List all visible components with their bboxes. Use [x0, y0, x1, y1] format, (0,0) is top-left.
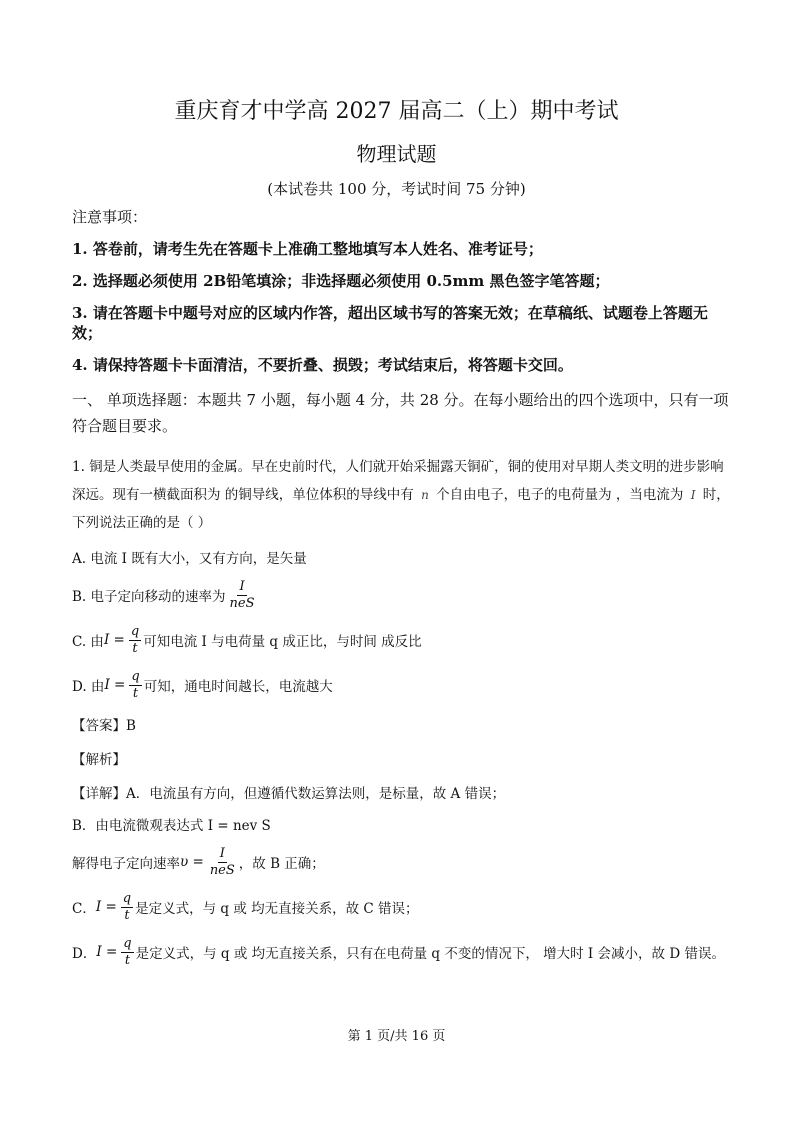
detail-a [72, 782, 732, 802]
fraction-denominator: neS [209, 862, 235, 878]
detail-b2-prefix: 解得电子定向速率 [72, 856, 180, 872]
option-a-text: A. 电流 I 既有大小，又有方向，是矢量 [72, 550, 307, 567]
fraction-i-over-nes [228, 579, 257, 612]
fraction-q-over-t [121, 936, 133, 969]
section-heading: 一、 单项选择题：本题共 7 小题，每小题 4 分，共 28 分。在每小题给出的四个选项中，只有一项符合题目要求。 [72, 391, 729, 435]
question-stem [72, 453, 732, 537]
option-d-suffix: 可知，通电时间越长，电流越大 [143, 679, 333, 695]
subject-title: 物理试题 [356, 142, 437, 166]
formula-lhs: I = [96, 944, 118, 960]
detail-b1 [72, 814, 732, 834]
var-i: I [690, 487, 696, 502]
fraction-numerator: q [130, 623, 140, 639]
option-c-suffix: 可知电流 I 与电荷量 q 成正比，与时间 成反比 [143, 634, 422, 650]
option-c-prefix: C. 由 [72, 634, 104, 650]
question-stem-part2: 的铜导线，单位体积的导线中有 [224, 486, 419, 503]
fraction-i-over-nes [208, 846, 237, 879]
answer-label: 【答案】B [72, 717, 136, 734]
option-c [72, 624, 732, 657]
fraction-q-over-t [129, 669, 141, 702]
detail-d [72, 936, 732, 969]
page-footer: 第 1 页/共 16 页 [347, 1029, 446, 1044]
note-item-1: 1. 答卷前，请考生先在答题卡上准确工整地填写本人姓名、准考证号； [72, 240, 543, 258]
content [72, 207, 732, 981]
fraction-numerator: I [219, 845, 225, 861]
detail-b1-text: B．由电流微观表达式 I = nev S [72, 817, 271, 834]
fraction-q-over-t [129, 624, 141, 657]
fraction-denominator: t [124, 907, 130, 923]
detail-b2 [72, 846, 732, 879]
option-b-text: B. 电子定向移动的速率为 [72, 589, 226, 605]
detail-b2-suffix: ，故 B 正确； [238, 856, 325, 872]
question-stem-part5: 时，下列说法正确的是（ ） [72, 486, 730, 531]
question-stem-part4: ，当电流为 [615, 486, 688, 503]
question-stem-part1: 1. 铜是人类最早使用的金属。早在史前时代，人们就开始采掘露天铜矿，铜的使用对早期人类文明的进步影响深远。现有一横截面积为 [72, 458, 724, 503]
exam-title: 重庆育才中学高 2027 届高二（上）期中考试 [174, 99, 619, 124]
fraction-denominator: neS [229, 595, 255, 611]
note-item-4: 4. 请保持答题卡卡面清洁，不要折叠、损毁；考试结束后，将答题卡交回。 [72, 356, 573, 374]
formula-lhs: I = [95, 899, 117, 915]
fraction-denominator: t [124, 952, 131, 968]
fraction-numerator: q [122, 890, 132, 906]
exam-info: (本试卷共 100 分，考试时间 75 分钟) [267, 180, 526, 198]
option-d-prefix: D. 由 [72, 679, 105, 695]
note-item-3: 3. 请在答题卡中题号对应的区域内作答，超出区域书写的答案无效；在草稿纸、试题卷上答题无效； [72, 304, 708, 342]
var-n: n [421, 487, 429, 502]
fraction-denominator: t [132, 685, 139, 701]
detail-c [72, 891, 732, 924]
option-a [72, 547, 732, 567]
fraction-numerator: q [131, 668, 140, 684]
detail-d-prefix: D． [72, 946, 97, 962]
fraction-numerator: I [239, 578, 245, 594]
detail-c-suffix: 是定义式，与 q 或 均无直接关系，故 C 错误； [135, 901, 419, 917]
notes-heading: 注意事项： [72, 208, 148, 226]
formula-lhs: I = [103, 632, 125, 648]
question-stem-part3: 个自由电子，电子的电荷量为 [436, 486, 616, 503]
detail-a-text: 【详解】A．电流虽有方向，但遵循代数运算法则，是标量，故 A 错误； [72, 785, 506, 802]
fraction-denominator: t [132, 640, 138, 656]
formula-lhs: I = [104, 677, 126, 693]
fraction-q-over-t [121, 891, 133, 924]
detail-d-suffix: 是定义式，与 q 或 均无直接关系，只有在电荷量 q 不变的情况下， 增大时 I 会减小，故 D 错误。 [135, 946, 725, 962]
option-d [72, 669, 732, 702]
option-b [72, 579, 732, 612]
detail-c-prefix: C． [72, 901, 96, 917]
fraction-numerator: q [123, 935, 132, 951]
formula-lhs: υ = [180, 854, 204, 870]
note-item-2: 2. 选择题必须使用 2B铅笔填涂；非选择题必须使用 0.5mm 黑色签字笔答题； [72, 272, 610, 290]
analysis-label: 【解析】 [72, 751, 126, 768]
